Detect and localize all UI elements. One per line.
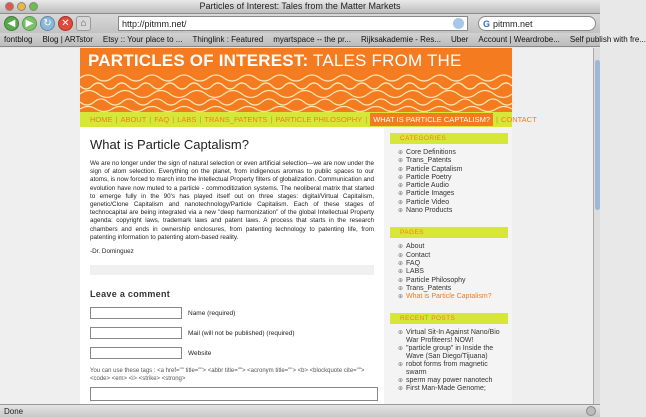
bookmark-item[interactable]: Account | Weardrobe... — [478, 35, 560, 44]
plus-icon: ⊕ — [398, 158, 404, 165]
category-item[interactable] — [398, 157, 508, 165]
plus-icon: ⊕ — [398, 244, 404, 251]
web-page — [80, 48, 537, 404]
back-button[interactable] — [4, 16, 19, 31]
page-link-label: LABS — [406, 268, 424, 276]
page-link-label: Trans_Patents — [406, 284, 452, 292]
plus-icon: ⊕ — [398, 330, 404, 337]
recent-post[interactable] — [398, 345, 508, 361]
main-content — [80, 127, 374, 401]
plus-icon: ⊕ — [398, 199, 404, 206]
recent-post-label: "particle group" in Inside the Wave (San Diego/Tijuana) — [406, 345, 494, 361]
page-link[interactable] — [398, 285, 508, 293]
bookmark-item[interactable]: Thinglink : Featured — [192, 35, 264, 44]
recent-post[interactable] — [398, 329, 508, 345]
status-text: Done — [4, 406, 24, 416]
site-title-bold: PARTICLES OF INTEREST: — [88, 51, 309, 70]
categories-heading: CATEGORIES — [390, 133, 508, 144]
mail-field-row — [90, 327, 374, 339]
category-item[interactable] — [398, 199, 508, 207]
post-meta-bar — [90, 265, 374, 275]
browser-toolbar — [0, 14, 600, 33]
page-viewport — [0, 48, 593, 404]
plus-icon: ⊕ — [398, 150, 404, 156]
plus-icon: ⊕ — [398, 277, 404, 284]
recent-post-label: First Man-Made Genome; — [406, 385, 486, 393]
recent-post-label: sperm may power nanotech — [406, 377, 493, 385]
nav-particle-philosophy[interactable]: PARTICLE PHILOSOPHY — [275, 115, 363, 124]
url-text: http://pitmm.net/ — [122, 18, 187, 29]
plus-icon: ⊕ — [398, 208, 404, 215]
plus-icon: ⊕ — [398, 285, 404, 292]
category-item[interactable] — [398, 166, 508, 174]
category-item[interactable] — [398, 182, 508, 190]
search-field[interactable] — [478, 16, 596, 31]
nav-labs[interactable]: LABS — [177, 115, 197, 124]
nav-faq[interactable]: FAQ — [154, 115, 170, 124]
category-label: Trans_Patents — [406, 157, 452, 165]
forward-button[interactable] — [22, 16, 37, 31]
site-title-thin: TALES FROM THE — [312, 51, 462, 70]
recent-post[interactable] — [398, 377, 508, 385]
page-link-label: FAQ — [406, 259, 421, 267]
post-title: What is Particle Captalism? — [90, 137, 249, 152]
mail-input[interactable] — [90, 327, 182, 339]
post-signature: -Dr. Dominguez — [90, 248, 134, 256]
name-label: Name (required) — [188, 309, 236, 317]
plus-icon: ⊕ — [398, 191, 404, 198]
plus-icon: ⊕ — [398, 252, 404, 259]
status-bar — [0, 404, 600, 417]
bookmark-item[interactable]: fontblog — [4, 35, 33, 44]
nav-about[interactable]: ABOUT — [120, 115, 147, 124]
window-title: Particles of Interest: Tales from the Matter Markets — [199, 1, 401, 11]
site-header — [80, 48, 512, 112]
nav-home[interactable]: HOME — [90, 115, 113, 124]
page-link[interactable] — [398, 243, 508, 251]
comment-textarea[interactable] — [90, 387, 378, 401]
plus-icon: ⊕ — [398, 269, 404, 276]
pages-box — [390, 227, 508, 301]
website-input[interactable] — [90, 347, 182, 359]
page-link[interactable] — [398, 252, 508, 260]
category-item[interactable] — [398, 149, 508, 157]
plus-icon: ⊕ — [398, 362, 404, 369]
comment-heading: Leave a comment — [90, 289, 171, 300]
plus-icon: ⊕ — [398, 183, 404, 190]
go-icon[interactable] — [453, 18, 464, 29]
page-link-current[interactable] — [398, 293, 508, 301]
post-body: We are no longer under the sign of natural selection or even artificial selection—we are now under the sign of atom selection. Everything on the planet, from indigenous aromas to public spaces to our atoms, is now forced to march into the Intellectual Property filters of globalization. Communication and evolution have now muted to a particle - commoditization systems. The neoliberal matrix that started to emerge fully in the 90's has played itself out on three stages: digital/Virtual Capitalism, genetic/Clone Capitalism and nanotechnology/Particle Capitalism. Each of these stages of technocapital are being integrated via a new "deep harmonization" of the global Intellectual Property agenda: copyright laws, trademark laws and patent laws. A process that starts in the research chambers and ends in ownership enclosures, from patenting technology to patenting life, from patenting information to patenting atom-based reality. — [90, 160, 374, 241]
window-titlebar — [0, 0, 600, 14]
plus-icon: ⊕ — [398, 260, 404, 267]
bookmark-item[interactable]: Etsy :: Your place to ... — [102, 35, 183, 44]
search-value: pitmm.net — [493, 18, 533, 29]
bookmark-item[interactable]: Blog | ARTstor — [42, 35, 93, 44]
page-link[interactable] — [398, 277, 508, 285]
plus-icon: ⊕ — [398, 294, 404, 301]
website-field-row — [90, 347, 374, 359]
page-link[interactable] — [398, 260, 508, 268]
category-label: Particle Captalism — [406, 165, 463, 173]
category-label: Particle Video — [406, 198, 450, 206]
bookmark-item[interactable]: myartspace -- the pr... — [273, 35, 351, 44]
stop-icon: ✕ — [61, 18, 70, 29]
back-arrow-icon: ◀ — [7, 18, 16, 29]
sidebar — [384, 127, 512, 404]
page-link[interactable] — [398, 268, 508, 276]
recent-heading: RECENT POSTS — [390, 313, 508, 324]
plus-icon: ⊕ — [398, 166, 404, 173]
scrollbar-thumb[interactable] — [595, 60, 600, 210]
nav-contact[interactable]: CONTACT — [500, 115, 537, 124]
page-link-label: Contact — [406, 251, 431, 259]
bookmarks-bar — [0, 33, 646, 47]
pages-heading: PAGES — [390, 227, 508, 238]
status-gear-icon[interactable] — [586, 406, 596, 416]
bookmark-item[interactable]: Self publish with fre... — [569, 35, 646, 44]
nav-particle-captalism[interactable]: WHAT IS PARTICLE CAPTALISM? — [370, 113, 493, 126]
home-icon: ⌂ — [80, 18, 87, 29]
home-button[interactable] — [76, 16, 91, 31]
plus-icon: ⊕ — [398, 346, 404, 353]
recent-posts-box — [390, 313, 508, 393]
squiggle-pattern-icon — [80, 72, 512, 112]
url-bar[interactable] — [118, 16, 468, 31]
page-link-label: What is Particle Captalism? — [406, 293, 492, 301]
stop-button[interactable] — [58, 16, 73, 31]
categories-box — [390, 133, 508, 215]
category-label: Particle Poetry — [406, 173, 452, 181]
vertical-scrollbar[interactable] — [593, 48, 600, 404]
allowed-tags-note: You can use these tags : <a href="" title=""> <abbr title=""> <acronym title=""> <b> <blockquote cite=""> <code> <em> <i> <strike> <strong> — [90, 368, 365, 383]
category-item[interactable] — [398, 207, 508, 215]
name-input[interactable] — [90, 307, 182, 319]
bookmark-item[interactable]: Rijksakademie - Res... — [361, 35, 442, 44]
google-icon: G — [483, 18, 491, 29]
bookmark-item[interactable]: Uber — [451, 35, 469, 44]
category-label: Particle Images — [406, 190, 455, 198]
plus-icon: ⊕ — [398, 378, 404, 385]
forward-arrow-icon: ▶ — [25, 18, 34, 29]
reload-icon: ↻ — [43, 18, 52, 29]
website-label: Website — [188, 349, 212, 357]
page-link-label: About — [406, 243, 425, 251]
recent-post-label: robot forms from magnetic swarm — [406, 361, 488, 377]
category-label: Nano Products — [406, 207, 453, 215]
recent-post-label: Virtual Sit-In Against Nano/Bio War Profiteers! NOW! — [406, 329, 500, 345]
nav-trans-patents[interactable]: TRANS_PATENTS — [204, 115, 268, 124]
recent-post[interactable] — [398, 385, 508, 393]
name-field-row — [90, 307, 374, 319]
recent-post[interactable] — [398, 361, 508, 377]
category-item[interactable] — [398, 190, 508, 198]
main-nav: HOME | ABOUT | FAQ | LABS | TRANS_PATENTS | PARTICLE PHILOSOPHY | WHAT IS PARTICLE CAPTALISM? | CONTACT — [80, 112, 512, 127]
category-label: Core Definitions — [406, 149, 456, 156]
category-item[interactable] — [398, 174, 508, 182]
mail-label: Mail (will not be published) (required) — [188, 329, 295, 337]
plus-icon: ⊕ — [398, 386, 404, 393]
reload-button[interactable] — [40, 16, 55, 31]
plus-icon: ⊕ — [398, 174, 404, 181]
category-label: Particle Audio — [406, 182, 449, 190]
page-link-label: Particle Philosophy — [406, 276, 466, 284]
